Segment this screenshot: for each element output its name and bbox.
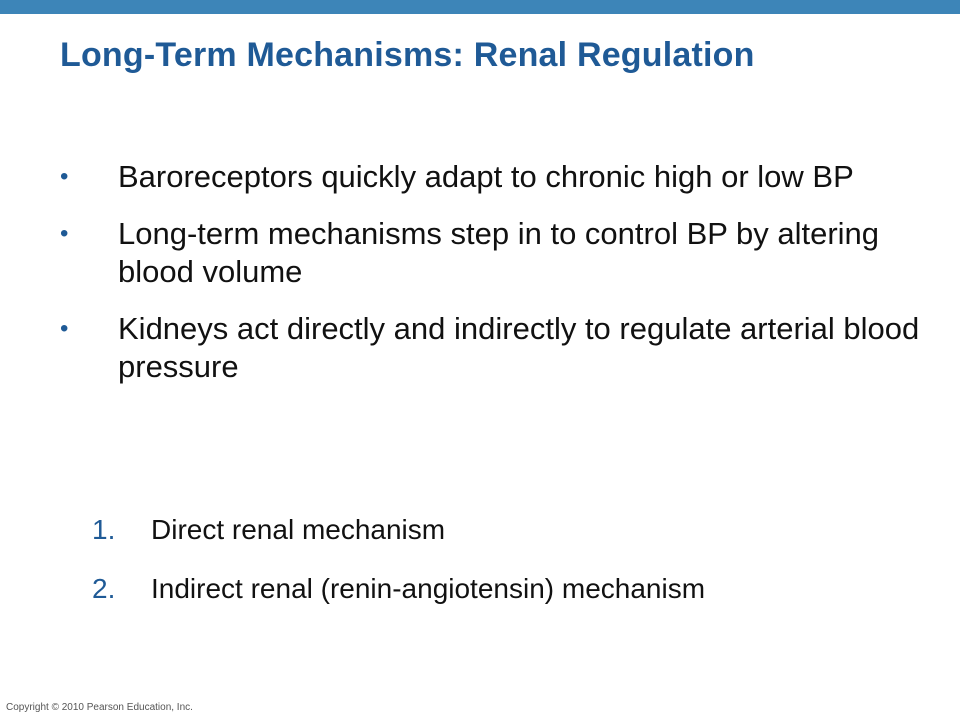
numbered-text: Direct renal mechanism	[151, 514, 446, 545]
number-marker: 1.	[92, 514, 116, 545]
numbered-list	[92, 512, 932, 630]
top-accent-bar	[0, 0, 960, 14]
bullet-marker: •	[60, 220, 69, 247]
slide-title: Long-Term Mechanisms: Renal Regulation	[60, 36, 755, 74]
bullet-list	[60, 158, 920, 405]
bullet-item	[60, 310, 920, 386]
bullet-text: Kidneys act directly and indirectly to regulate arterial blood pressure	[118, 311, 920, 384]
numbered-item	[92, 571, 932, 606]
numbered-item	[92, 512, 932, 547]
copyright-notice: Copyright © 2010 Pearson Education, Inc.	[6, 702, 193, 713]
bullet-marker: •	[60, 163, 69, 190]
bullet-marker: •	[60, 315, 69, 342]
numbered-text: Indirect renal (renin-angiotensin) mechanism	[151, 573, 706, 604]
number-marker: 2.	[92, 573, 116, 604]
bullet-item	[60, 215, 920, 291]
bullet-text: Baroreceptors quickly adapt to chronic high or low BP	[118, 159, 854, 194]
bullet-item	[60, 158, 920, 196]
bullet-text: Long-term mechanisms step in to control BP by altering blood volume	[118, 216, 880, 289]
